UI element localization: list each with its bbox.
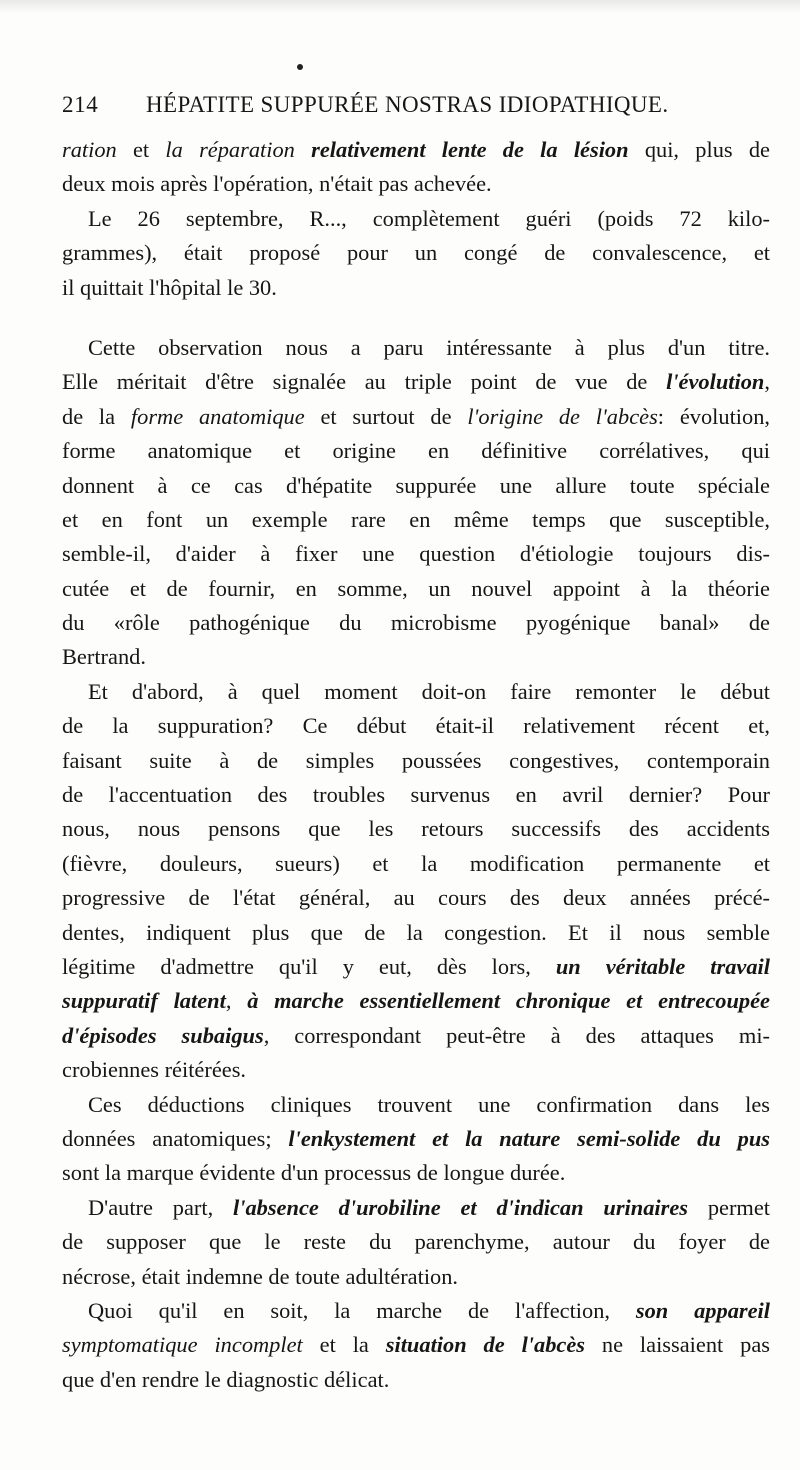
text-run: de supposer que le reste du parenchyme, autour du foyer de xyxy=(62,1229,770,1255)
text-line xyxy=(62,778,770,812)
text-run: semble-il, d'aider à fixer une question d'étiologie toujours dis- xyxy=(62,541,770,567)
text-run: deux mois après l'opération, n'était pas achevée. xyxy=(62,171,492,197)
text-line xyxy=(62,1088,770,1122)
text-run: et xyxy=(116,137,166,162)
body-text xyxy=(62,133,770,1397)
text-run xyxy=(183,137,199,162)
text-run: , xyxy=(225,988,248,1014)
text-line xyxy=(62,503,770,537)
text-line xyxy=(62,1363,770,1397)
text-run: et surtout de xyxy=(304,403,468,429)
text-line xyxy=(62,1294,770,1328)
text-run: il quittait l'hôpital le 30. xyxy=(62,274,277,300)
text-line xyxy=(62,675,770,709)
text-run: légitime d'admettre qu'il y eut, dès lors, xyxy=(62,953,556,979)
text-run: crobiennes réitérées. xyxy=(62,1057,247,1083)
text-run: situation de l'abcès xyxy=(385,1332,585,1358)
text-run: l'absence d'urobiline et d'indican urinaires xyxy=(233,1194,689,1220)
text-run: nécrose, était indemne de toute adultération. xyxy=(62,1263,459,1289)
page-header xyxy=(62,92,770,122)
text-line xyxy=(62,537,770,571)
text-line xyxy=(62,1122,770,1156)
text-line xyxy=(62,331,770,365)
text-run: progressive de l'état général, au cours des deux années précé- xyxy=(62,885,770,911)
text-run: son appareil xyxy=(635,1297,770,1323)
text-run: D'autre part, xyxy=(88,1194,234,1220)
text-line xyxy=(62,1156,770,1190)
text-line xyxy=(62,236,770,270)
text-run: l'évolution xyxy=(666,369,765,395)
text-run: l'origine de l'abcès xyxy=(467,403,658,429)
text-run: Quoi qu'il en soit, la marche de l'affection, xyxy=(88,1297,636,1323)
text-run: Bertrand. xyxy=(62,644,146,670)
text-line xyxy=(62,271,770,305)
text-run: , xyxy=(764,369,770,395)
text-line xyxy=(62,1260,770,1294)
text-run: un véritable travail xyxy=(555,953,770,979)
text-run: à marche essentiellement chronique et entrecoupée xyxy=(247,988,770,1014)
text-run: symptomatique incomplet xyxy=(62,1332,303,1358)
text-line xyxy=(62,434,770,468)
text-run: Le 26 septembre, R..., complètement guéri (poids 72 kilo- xyxy=(88,205,770,231)
text-run: forme anatomique et origine en définitive corrélatives, qui xyxy=(62,438,770,464)
text-line xyxy=(62,1328,770,1362)
text-line xyxy=(62,709,770,743)
text-run xyxy=(295,137,311,162)
text-run: d'épisodes subaigus xyxy=(62,1022,264,1048)
text-run: dentes, indiquent plus que de la congestion. Et il nous semble xyxy=(62,919,770,945)
text-run: forme anatomique xyxy=(130,403,305,429)
text-run: de l'accentuation des troubles survenus en avril dernier? Pour xyxy=(62,782,770,808)
text-run: Elle méritait d'être signalée au triple point de vue de xyxy=(62,369,667,395)
text-line xyxy=(62,1191,770,1225)
text-line xyxy=(62,1053,770,1087)
text-run: ne laissaient pas xyxy=(585,1332,770,1358)
text-line xyxy=(62,1019,770,1053)
text-run: (fièvre, douleurs, sueurs) et la modification permanente et xyxy=(62,850,770,876)
page-number: 214 xyxy=(62,92,99,117)
text-line xyxy=(62,950,770,984)
text-run: nous, nous pensons que les retours successifs des accidents xyxy=(62,816,770,842)
text-run: sont la marque évidente d'un processus de longue durée. xyxy=(62,1160,566,1186)
text-run: l'enkystement et la nature semi-solide du pus xyxy=(288,1125,770,1151)
text-run: la xyxy=(165,137,183,162)
text-run: Ces déductions cliniques trouvent une confirmation dans les xyxy=(88,1091,770,1117)
text-run: , correspondant peut-être à des attaques mi- xyxy=(263,1022,770,1048)
text-run: Et d'abord, à quel moment doit-on faire remonter le début xyxy=(88,678,770,704)
text-run: cutée et de fournir, en somme, un nouvel appoint à la théorie xyxy=(62,575,770,601)
text-line xyxy=(62,847,770,881)
text-line xyxy=(62,400,770,434)
text-line xyxy=(62,916,770,950)
ink-speck xyxy=(297,64,303,70)
text-line xyxy=(62,744,770,778)
text-run: de la suppuration? Ce début était-il relativement récent et, xyxy=(62,713,770,739)
text-run: Cette observation nous a paru intéressante à plus d'un titre. xyxy=(88,334,770,360)
text-run: suppuratif latent xyxy=(62,988,226,1014)
text-line xyxy=(62,881,770,915)
text-run: grammes), était proposé pour un congé de convalescence, et xyxy=(62,240,770,266)
text-run: du «rôle pathogénique du microbisme pyogénique banal» de xyxy=(62,610,770,636)
text-run: de la xyxy=(62,403,131,429)
text-run: données anatomiques; xyxy=(62,1125,289,1151)
text-run: faisant suite à de simples poussées congestives, contemporain xyxy=(62,747,770,773)
text-run: relativement lente de la lésion xyxy=(311,137,629,162)
text-run: ration xyxy=(62,137,117,162)
text-line xyxy=(62,365,770,399)
text-line xyxy=(62,469,770,503)
text-run: et en font un exemple rare en même temps que susceptible, xyxy=(62,506,770,532)
text-run: permet xyxy=(688,1194,771,1220)
text-run: réparation xyxy=(199,137,295,162)
text-line xyxy=(62,572,770,606)
running-title: HÉPATITE SUPPURÉE NOSTRAS IDIOPATHIQUE. xyxy=(146,92,669,117)
text-line xyxy=(62,133,770,167)
text-run: qui, plus de xyxy=(628,137,770,162)
text-line xyxy=(62,812,770,846)
text-run: et la xyxy=(302,1332,386,1358)
page-top-edge xyxy=(0,0,800,14)
text-run: : évolution, xyxy=(657,403,770,429)
text-line xyxy=(62,640,770,674)
text-line xyxy=(62,167,770,201)
text-run: que d'en rendre le diagnostic délicat. xyxy=(62,1366,390,1392)
text-line xyxy=(62,1225,770,1259)
text-line xyxy=(62,984,770,1018)
text-line xyxy=(62,202,770,236)
text-line xyxy=(62,606,770,640)
text-run: donnent à ce cas d'hépatite suppurée une allure toute spéciale xyxy=(62,472,770,498)
